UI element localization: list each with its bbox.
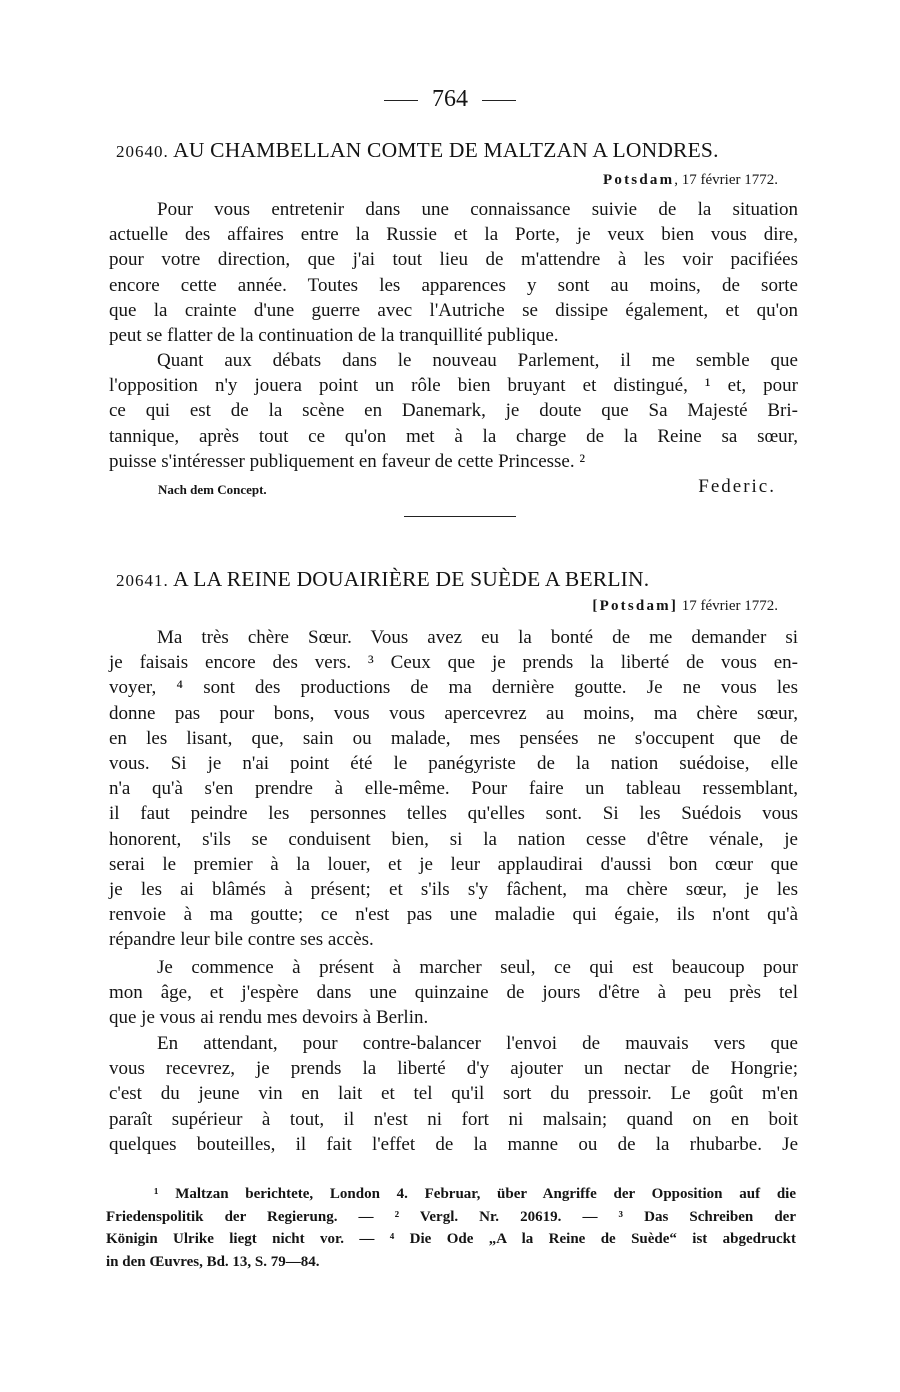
text-line: ce qui est de la scène en Danemark, je doute que Sa Majesté Bri-	[109, 400, 798, 422]
footnote-line: ¹ Maltzan berichtete, London 4. Februar, über Angriffe der Opposition auf die	[154, 1186, 796, 1202]
text-line: Ma très chère Sœur. Vous avez eu la bonté de me demander si	[157, 627, 798, 648]
text-line: peut se flatter de la continuation de la tranquillité publique.	[109, 324, 559, 346]
footnote-line: Königin Ulrike liegt nicht vor. — ⁴ Die Ode „A la Reine de Suède“ ist abgedruckt	[106, 1231, 796, 1247]
text-line: donne pas pour bons, vous vous apercevrez au moins, ma chère sœur,	[109, 702, 798, 724]
text-line: je les ai blâmés à présent; et s'ils s'y fâchent, ma chère sœur, je les	[109, 878, 798, 900]
letter-number: 20640.	[116, 142, 169, 161]
text-line: l'opposition n'y jouera point un rôle bien bruyant et distingué, ¹ et, pour	[109, 375, 798, 397]
letter-heading-20641	[116, 567, 801, 592]
page-number-dash-right	[482, 100, 516, 101]
text-line: quelques bouteilles, il fait l'effet de la manne ou de la rhubarbe. Je	[109, 1133, 798, 1155]
text-line: encore cette année. Toutes les apparences y sont au moins, de sorte	[109, 274, 798, 296]
footnote-line: Friedenspolitik der Regierung. — ² Vergl. Nr. 20619. — ³ Das Schreiben der	[106, 1208, 796, 1225]
text-line: répandre leur bile contre ses accès.	[109, 929, 374, 951]
text-line: que la crainte d'une guerre avec l'Autriche se dissipe également, et qu'on	[109, 299, 798, 321]
letter-place: [Potsdam]	[592, 598, 679, 614]
text-line: vous recevrez, je prends la liberté d'y ajouter un nectar de Hongrie;	[109, 1058, 798, 1080]
letter-20640-paragraph-2	[109, 348, 798, 474]
letter-number: 20641.	[116, 571, 169, 590]
signature: Federic.	[698, 476, 776, 497]
letter-20641-paragraph-1	[109, 625, 798, 952]
text-line: voyer, ⁴ sont des productions de ma dernière goutte. Je ne vous les	[109, 677, 798, 699]
text-line: renvoie à ma goutte; ce n'est pas une maladie qui égaie, ils n'ont qu'à	[109, 904, 798, 926]
letter-title: A LA REINE DOUAIRIÈRE DE SUÈDE A BERLIN.	[173, 567, 650, 591]
footnotes	[106, 1183, 796, 1273]
footnote-line: in den Œuvres, Bd. 13, S. 79—84.	[106, 1253, 320, 1270]
text-line: actuelle des affaires entre la Russie et la Porte, je veux bien vous dire,	[109, 224, 798, 246]
text-line: En attendant, pour contre-balancer l'envoi de mauvais vers que	[157, 1033, 798, 1054]
text-line: je faisais encore des vers. ³ Ceux que je prends la liberté de vous en-	[109, 652, 798, 674]
text-line: Quant aux débats dans le nouveau Parlement, il me semble que	[157, 350, 798, 371]
page-number-dash-left	[384, 100, 418, 101]
letter-dateline-20641	[592, 598, 778, 615]
text-line: Je commence à présent à marcher seul, ce qui est beaucoup pour	[157, 957, 798, 978]
letter-place: Potsdam	[603, 172, 675, 188]
text-line: en les lisant, que, sain ou malade, mes pensées ne s'occupent que de	[109, 727, 798, 749]
letter-title: AU CHAMBELLAN COMTE DE MALTZAN A LONDRES.	[173, 138, 719, 162]
letter-20640-paragraph-1	[109, 197, 798, 348]
text-line: il faut peindre les personnes telles qu'elles sont. Si les Suédois vous	[109, 803, 798, 825]
section-divider	[404, 516, 516, 517]
text-line: c'est du jeune vin en lait et tel qu'il sort du pressoir. Le goût m'en	[109, 1083, 798, 1105]
letter-date: , 17 février 1772.	[674, 172, 778, 188]
letter-20641-paragraph-3	[109, 1031, 798, 1157]
text-line: mon âge, et j'espère dans une quinzaine de jours d'être à peu près tel	[109, 982, 798, 1004]
text-line: Pour vous entretenir dans une connaissance suivie de la situation	[157, 199, 798, 220]
page-number: 764	[0, 86, 900, 113]
text-line: serai le premier à la louer, et je leur applaudirai d'aussi bon cœur que	[109, 853, 798, 875]
text-line: paraît supérieur à tout, il n'est ni fort ni malsain; quand on en boit	[109, 1108, 798, 1130]
letter-20641-paragraph-2	[109, 955, 798, 1031]
text-line: honorent, s'ils se conduisent bien, si la nation cesse d'être vénale, je	[109, 828, 798, 850]
text-line: pour votre direction, que j'ai tout lieu de m'attendre à les voir pacifiées	[109, 249, 798, 271]
text-line: puisse s'intéresser publiquement en faveur de cette Princesse. ²	[109, 450, 586, 472]
text-line: tannique, après tout ce qu'on met à la charge de la Reine sa sœur,	[109, 425, 798, 447]
text-line: que je vous ai rendu mes devoirs à Berlin.	[109, 1007, 429, 1029]
text-line: n'a qu'à s'en prendre à elle-même. Pour faire un tableau ressemblant,	[109, 778, 798, 800]
letter-dateline-20640	[603, 172, 778, 189]
letter-heading-20640	[116, 138, 801, 163]
text-line: vous. Si je n'ai point été le panégyriste de la nation suédoise, elle	[109, 752, 798, 774]
letter-date: 17 février 1772.	[678, 598, 778, 614]
source-note: Nach dem Concept.	[158, 482, 267, 497]
